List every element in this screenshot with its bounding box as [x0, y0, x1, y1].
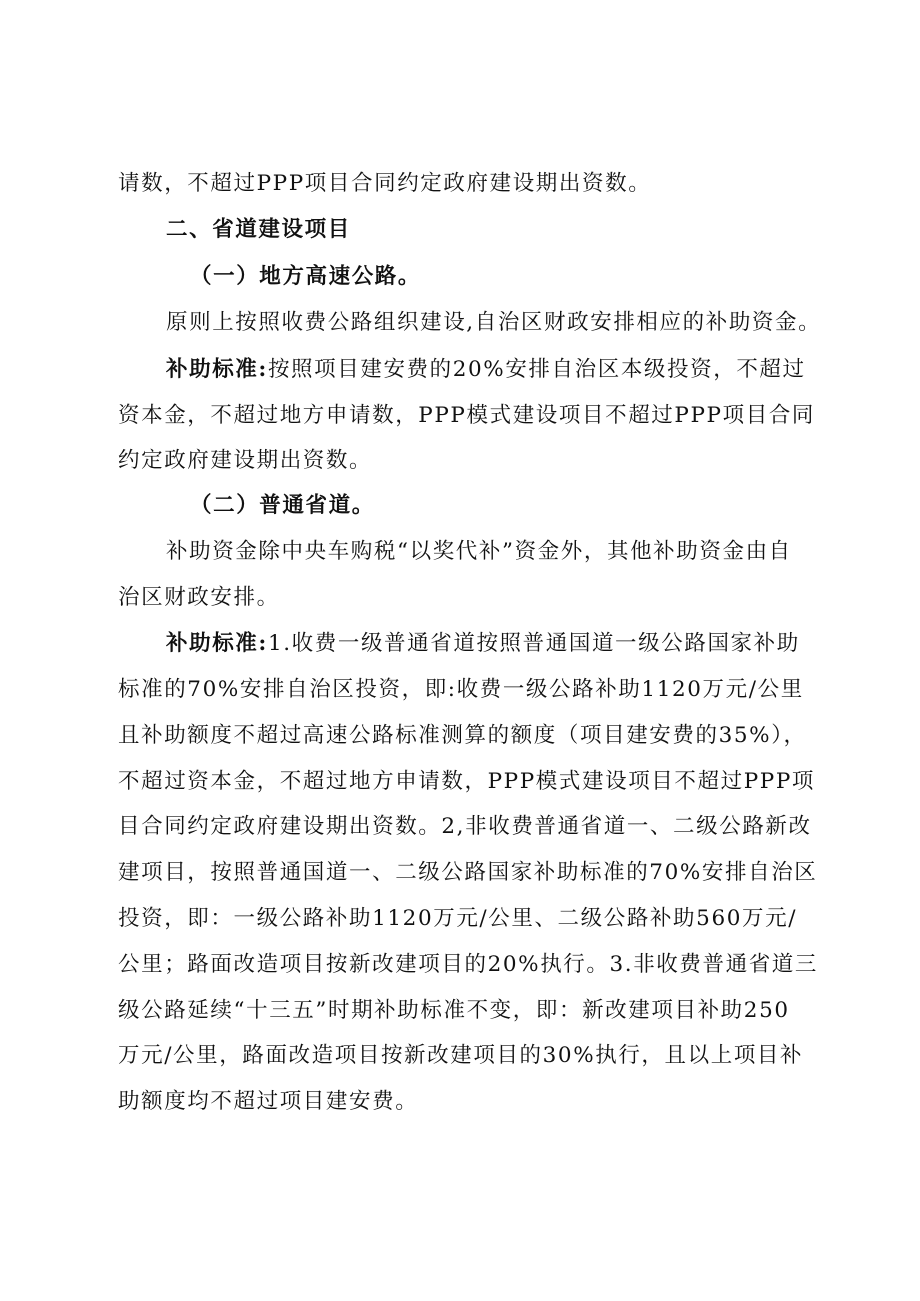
- paragraph-line: 投资，即：一级公路补助1120万元/公里、二级公路补助560万元/: [118, 906, 798, 931]
- subsection-heading: （一）地方高速公路。: [190, 264, 422, 289]
- subsidy-standard-label: 补助标准:: [166, 631, 268, 656]
- paragraph-line: 助额度均不超过项目建安费。: [118, 1089, 419, 1114]
- paragraph-line: 补助资金除中央车购税“以奖代补”资金外，其他补助资金由自: [166, 539, 792, 564]
- paragraph-text: 按照项目建安费的20%安排自治区本级投资，不超过: [267, 357, 806, 382]
- subsection-heading: （二）普通省道。: [190, 493, 375, 518]
- paragraph-line: 请数，不超过PPP项目合同约定政府建设期出资数。: [118, 171, 652, 196]
- paragraph-line: 且补助额度不超过高速公路标准测算的额度（项目建安费的35%），: [118, 723, 807, 748]
- paragraph-line: 约定政府建设期出资数。: [118, 448, 373, 473]
- paragraph-line: [166, 629, 821, 659]
- paragraph-text: 1.收费一级普通省道按照普通国道一级公路国家补助: [267, 631, 800, 656]
- paragraph-line: 不超过资本金，不超过地方申请数，PPP模式建设项目不超过PPP项: [118, 769, 816, 794]
- section-heading: 二、省道建设项目: [166, 217, 351, 242]
- paragraph-line: 资本金，不超过地方申请数，PPP模式建设项目不超过PPP项目合同: [118, 403, 816, 428]
- paragraph-line: 目合同约定政府建设期出资数。2,非收费普通省道一、二级公路新改: [118, 814, 812, 839]
- paragraph-line: 标准的70%安排自治区投资，即:收费一级公路补助1120万元/公里: [118, 677, 804, 702]
- paragraph-line: 建项目，按照普通国道一、二级公路国家补助标准的70%安排自治区: [118, 860, 818, 885]
- paragraph-line: 万元/公里，路面改造项目按新改建项目的30%执行，且以上项目补: [118, 1043, 804, 1068]
- subsidy-standard-label: 补助标准:: [166, 357, 268, 382]
- paragraph-line: [166, 355, 821, 385]
- paragraph-line: 原则上按照收费公路组织建设,自治区财政安排相应的补助资金。: [166, 310, 822, 335]
- paragraph-line: 治区财政安排。: [118, 585, 280, 610]
- paragraph-line: 公里；路面改造项目按新改建项目的20%执行。3.非收费普通省道三: [118, 952, 819, 977]
- paragraph-line: 级公路延续“十三五”时期补助标准不变，即：新改建项目补助250: [118, 998, 790, 1023]
